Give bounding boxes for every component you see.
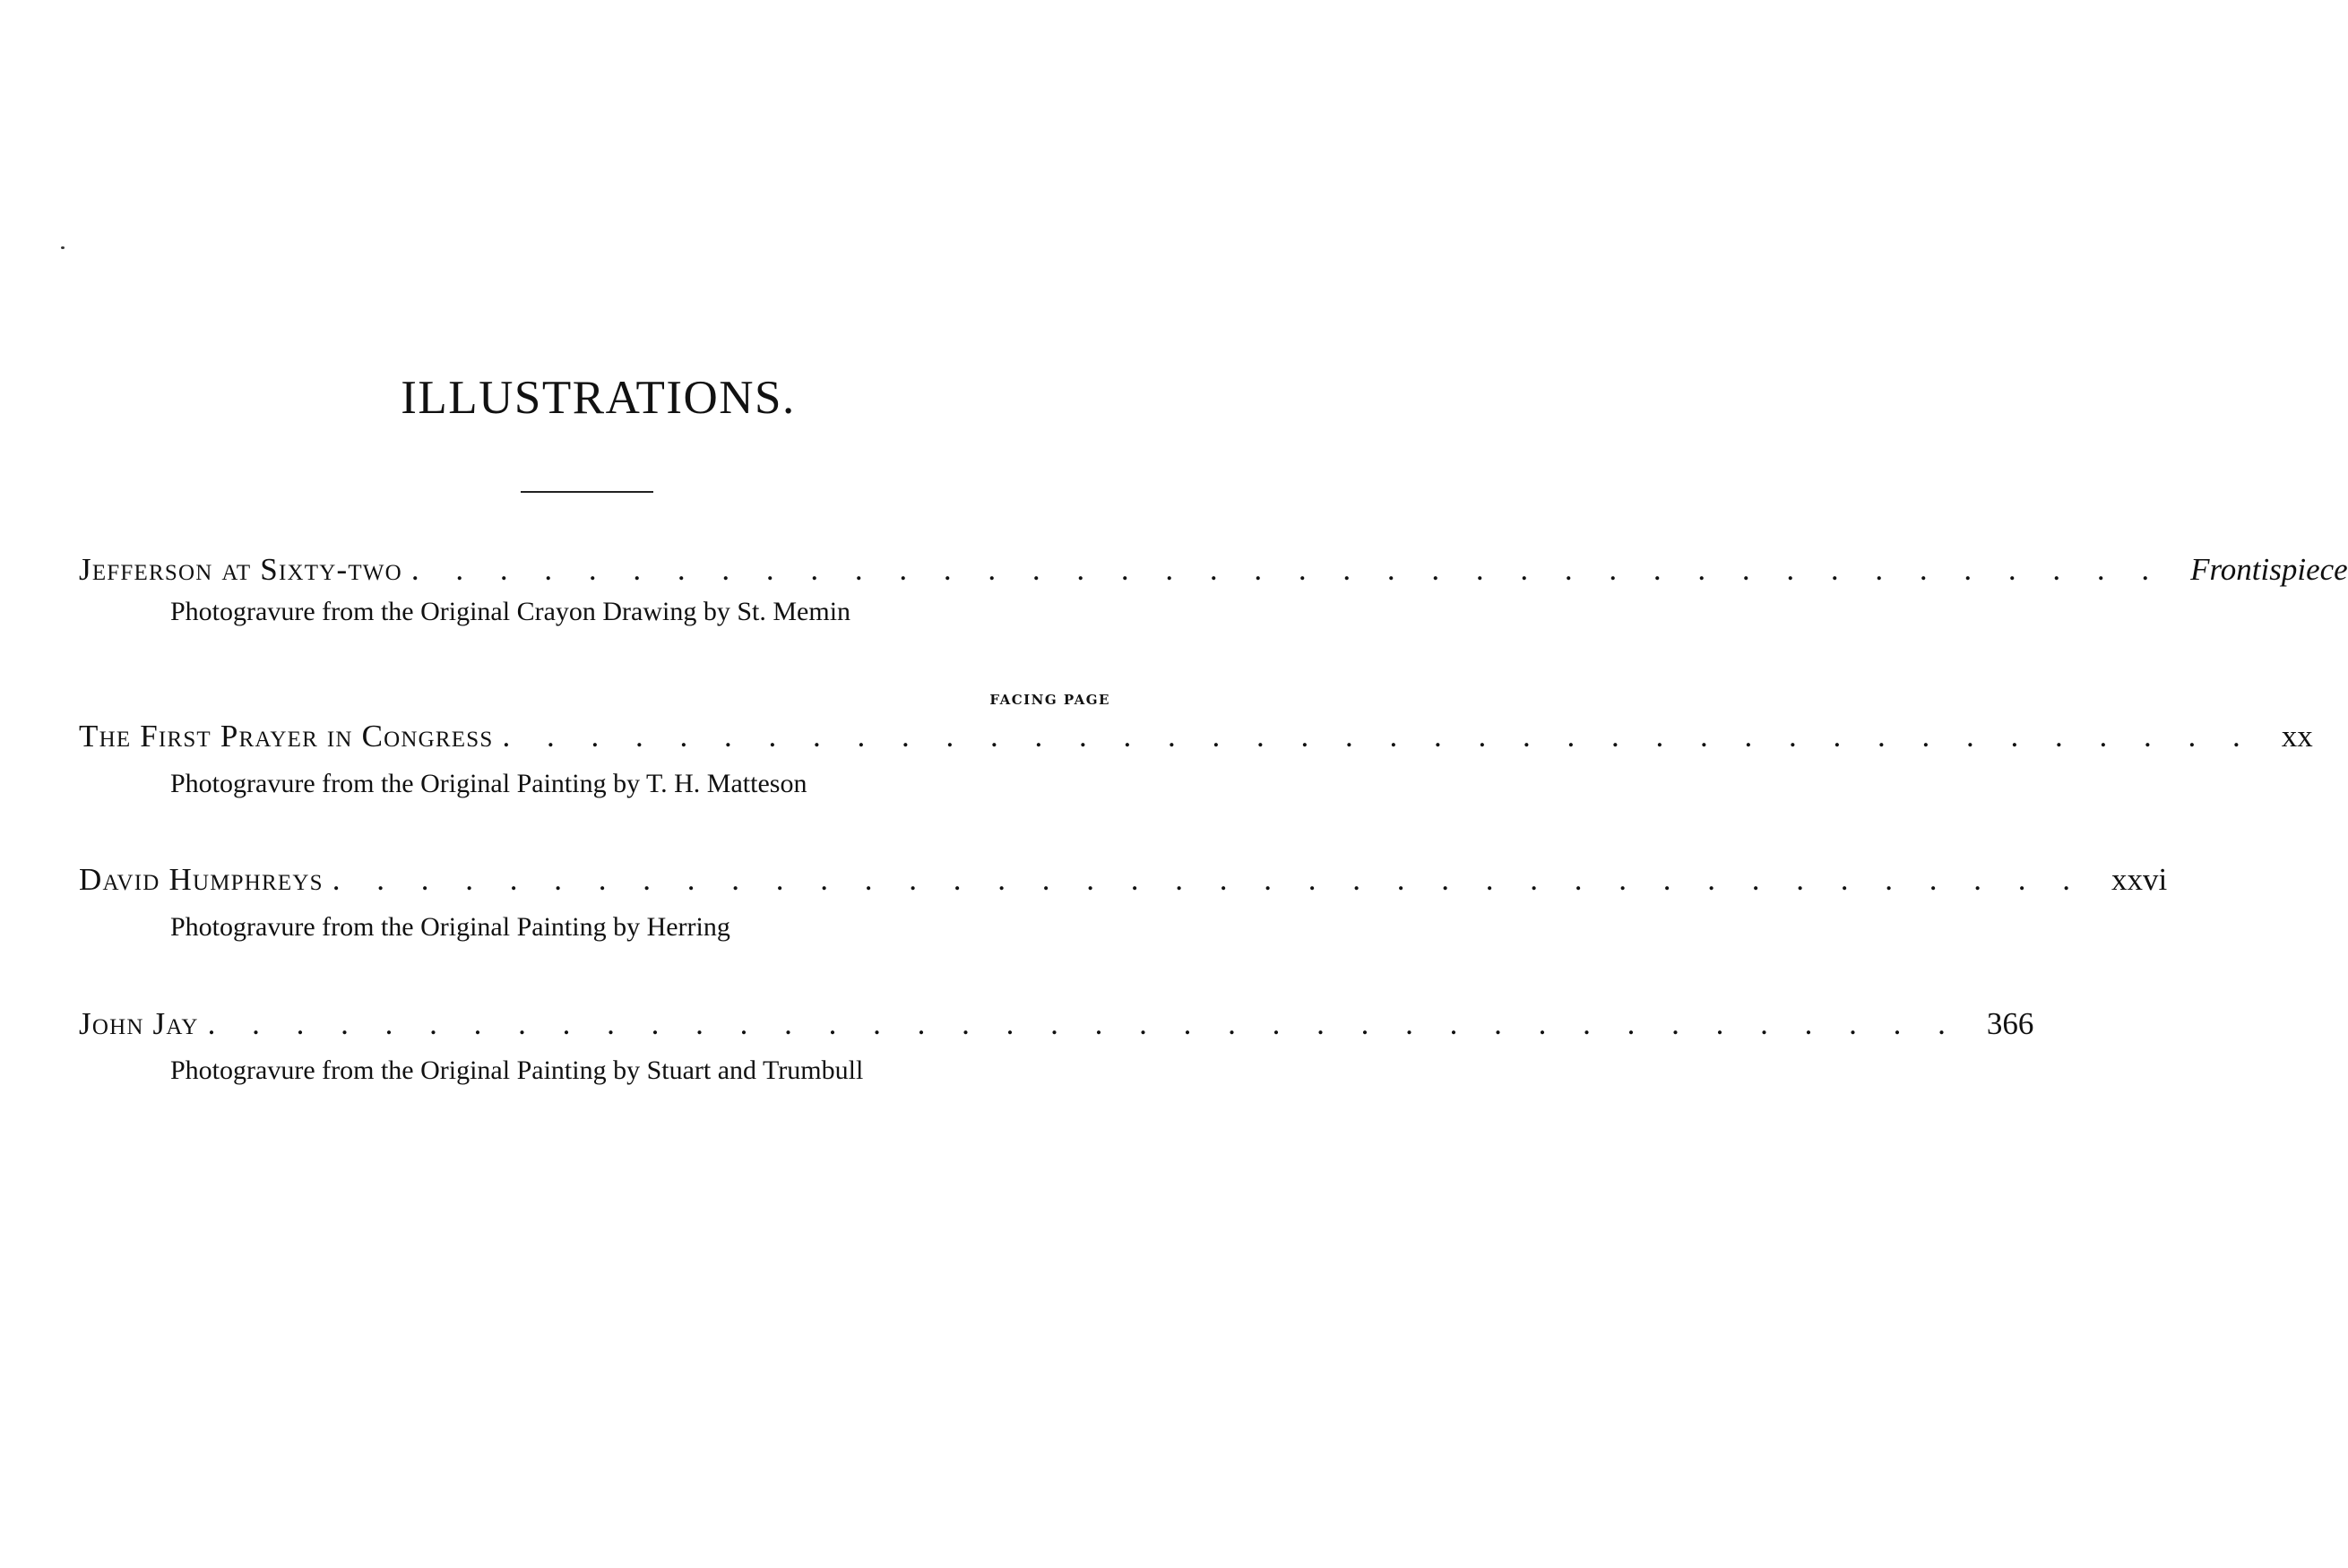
facing-page-label: FACING PAGE (989, 692, 1110, 708)
stray-ink-mark (61, 246, 65, 249)
illustration-entry (79, 862, 2168, 897)
entry-page-reference: xxvi (2111, 862, 2168, 897)
illustration-entry (79, 552, 2348, 587)
illustration-entry (79, 1006, 2034, 1041)
dot-leader: . . . . . . . . . . . . . . . . . . . . . . . . . . . . . . . . . . . . . . . . (332, 862, 2085, 897)
entry-page-reference: Frontispiece (2190, 552, 2348, 587)
entry-title: The First Prayer in Congress (79, 719, 494, 754)
entry-page-reference: 366 (1986, 1006, 2034, 1041)
illustration-entry (79, 719, 2313, 754)
entry-description: Photogravure from the Original Painting by Stuart and Trumbull (170, 1055, 864, 1085)
dot-leader: . . . . . . . . . . . . . . . . . . . . . . . . . . . . . . . . . . . . . . . . (410, 552, 2164, 587)
entry-title: John Jay (79, 1006, 199, 1041)
entry-description: Photogravure from the Original Painting by T. H. Matteson (170, 769, 807, 798)
entry-title: David Humphreys (79, 862, 324, 897)
entry-title: Jefferson at Sixty-two (79, 552, 402, 587)
entry-page-reference: xx (2281, 719, 2313, 754)
title-divider (521, 491, 653, 493)
dot-leader: . . . . . . . . . . . . . . . . . . . . . . . . . . . . . . . . . . . . . . . . (207, 1006, 1960, 1041)
entry-description: Photogravure from the Original Painting by Herring (170, 912, 730, 942)
entry-description: Photogravure from the Original Crayon Drawing by St. Memin (170, 597, 851, 626)
page-title: ILLUSTRATIONS. (401, 372, 796, 424)
dot-leader: . . . . . . . . . . . . . . . . . . . . . . . . . . . . . . . . . . . . . . . . (502, 719, 2255, 754)
